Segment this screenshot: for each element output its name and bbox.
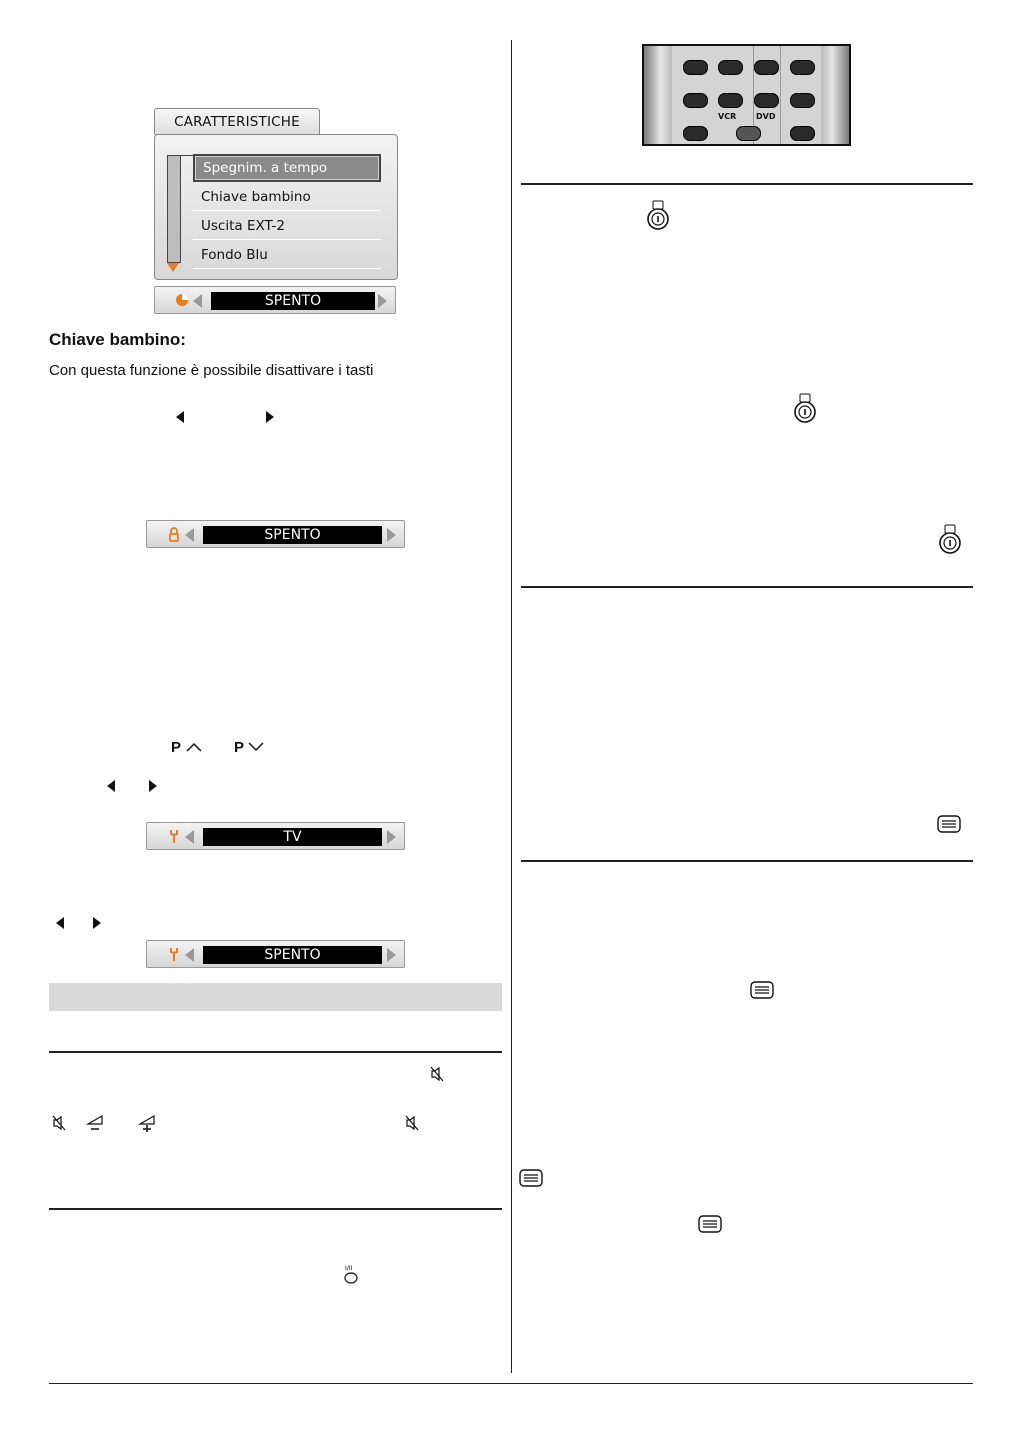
divider-rule	[49, 1208, 502, 1210]
ext2-off-bar	[146, 940, 405, 968]
remote-vcr-label: VCR	[718, 112, 737, 121]
ext2-off-value: SPENTO	[203, 946, 382, 964]
remote-down-button	[683, 93, 708, 108]
arrow-right-icon[interactable]	[387, 528, 396, 542]
wrench-icon	[167, 828, 181, 844]
wrench-icon	[167, 946, 181, 962]
info-button-icon	[937, 524, 963, 554]
left-arrow-icon	[56, 917, 64, 929]
mute-icon	[52, 1115, 66, 1131]
section-intro: Con questa funzione è possibile disattivare i tasti	[49, 362, 374, 379]
section-heading: Chiave bambino:	[49, 330, 186, 349]
padlock-icon	[167, 526, 181, 542]
remote-standby-button	[790, 93, 815, 108]
remote-record-button	[718, 93, 743, 108]
mute-icon	[430, 1066, 444, 1082]
remote-rewind-button	[718, 60, 743, 75]
mute-icon	[405, 1115, 419, 1131]
page-footer-rule	[49, 1383, 973, 1384]
p-down-key-label: P	[234, 739, 245, 756]
arrow-right-icon[interactable]	[387, 830, 396, 844]
left-arrow-icon	[176, 411, 184, 423]
arrow-left-icon[interactable]	[185, 948, 194, 962]
arrow-left-icon[interactable]	[185, 528, 194, 542]
remote-control-image	[642, 44, 851, 146]
menu-item-ext2-output[interactable]: Uscita EXT-2	[193, 212, 381, 240]
features-menu	[154, 134, 398, 280]
left-arrow-icon	[107, 780, 115, 792]
remote-forward-button	[790, 60, 815, 75]
arrow-left-icon[interactable]	[185, 830, 194, 844]
teletext-icon	[750, 981, 774, 999]
remote-info-button	[683, 126, 708, 141]
remote-stop-button	[754, 93, 779, 108]
right-arrow-icon	[266, 411, 274, 423]
menu-item-blue-background[interactable]: Fondo Blu	[193, 241, 381, 269]
remote-sound-button	[790, 126, 815, 141]
menu-scrollbar[interactable]	[167, 155, 181, 263]
info-button-icon	[645, 200, 671, 230]
svg-text:I/II: I/II	[345, 1265, 353, 1272]
sleep-timer-value: SPENTO	[211, 292, 375, 310]
info-button-icon	[792, 393, 818, 423]
arrow-left-icon[interactable]	[193, 294, 202, 308]
menu-tab-title: CARATTERISTICHE	[154, 108, 320, 135]
p-up-key-label: P	[171, 739, 182, 756]
timer-pie-icon	[175, 292, 189, 308]
right-arrow-icon	[149, 780, 157, 792]
divider-rule	[521, 860, 973, 862]
divider-rule	[49, 1051, 502, 1053]
divider-rule	[521, 586, 973, 588]
teletext-icon	[937, 815, 961, 833]
child-lock-bar	[146, 520, 405, 548]
menu-item-sleep-timer[interactable]: Spegnim. a tempo	[193, 154, 381, 182]
child-lock-value: SPENTO	[203, 526, 382, 544]
column-divider	[511, 40, 512, 1373]
chevron-down-icon	[248, 742, 264, 752]
menu-item-child-lock[interactable]: Chiave bambino	[193, 183, 381, 211]
teletext-icon	[519, 1169, 543, 1187]
divider-rule	[521, 183, 973, 185]
ext2-tv-bar	[146, 822, 405, 850]
right-arrow-icon	[93, 917, 101, 929]
remote-up-button	[683, 60, 708, 75]
remote-dvd-label: DVD	[756, 112, 776, 121]
section-band	[49, 983, 502, 1011]
sound-mode-icon	[342, 1264, 360, 1284]
arrow-right-icon[interactable]	[387, 948, 396, 962]
volume-up-icon	[138, 1114, 156, 1132]
chevron-up-icon	[186, 742, 202, 752]
ext2-tv-value: TV	[203, 828, 382, 846]
remote-mode-button	[736, 126, 761, 141]
scroll-down-arrow-icon[interactable]	[167, 263, 179, 272]
sleep-timer-bar	[154, 286, 396, 314]
remote-play-button	[754, 60, 779, 75]
volume-down-icon	[86, 1114, 104, 1132]
arrow-right-icon[interactable]	[378, 294, 387, 308]
teletext-icon	[698, 1215, 722, 1233]
